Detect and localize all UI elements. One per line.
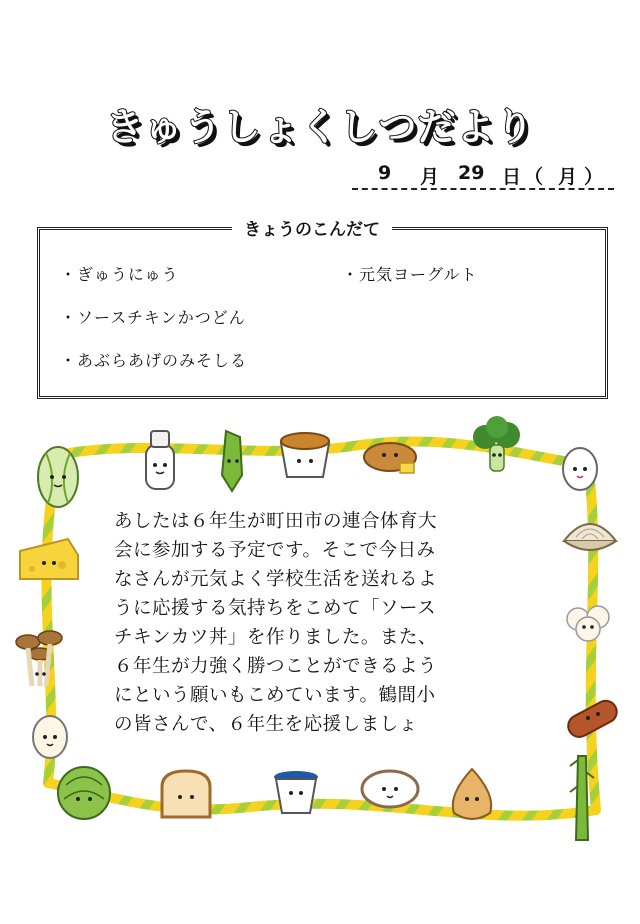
bread-roll-icon <box>364 443 416 473</box>
cabbage-icon <box>38 447 78 507</box>
okra-icon <box>222 431 242 491</box>
green-cabbage-icon <box>58 767 110 819</box>
message-line: ６年生が力強く勝つことができるよう <box>114 656 438 677</box>
boiled-egg-icon <box>33 716 67 758</box>
message-line: なさんが元気よく学校生活を送れるよ <box>114 569 438 590</box>
message-line: うに応援する気持ちをこめて「ソース <box>114 598 437 619</box>
menu-item: ・あぶらあげのみそしる <box>60 351 248 370</box>
rice-bowl-icon <box>362 771 418 807</box>
date-paren-open: （ <box>524 166 544 188</box>
date-line <box>352 162 614 190</box>
page-title: きゅうしょくしつだより <box>105 105 535 149</box>
date-paren-close: ） <box>584 166 604 188</box>
menu-heading: きょうのこんだて <box>232 215 392 240</box>
natto-icon <box>281 433 329 477</box>
egg-icon <box>563 448 597 490</box>
cauliflower-icon <box>567 606 609 641</box>
cheese-icon <box>20 539 78 579</box>
menu-item: ・ぎゅうにゅう <box>60 265 179 284</box>
message-line: にという願いもこめています。鶴間小 <box>114 685 436 706</box>
toast-icon <box>162 771 210 817</box>
menu-item: ・元気ヨーグルト <box>342 265 478 284</box>
menu-item: ・ソースチキンかつどん <box>60 308 246 327</box>
date-day: 29 <box>458 162 485 184</box>
yogurt-cup-icon <box>274 771 318 813</box>
message-line: の皆さんで、６年生を応援しましょ <box>114 714 418 735</box>
date-month-unit: 月 <box>420 166 440 188</box>
date-month: 9 <box>378 162 392 184</box>
onion-icon <box>453 769 491 819</box>
message-body <box>114 507 534 739</box>
message-line: 会に参加する予定です。そこで今日み <box>114 540 436 561</box>
date-day-unit: 日 <box>502 166 522 188</box>
clam-icon <box>564 524 616 550</box>
date-weekday: 月 <box>558 166 578 188</box>
message-line: チキンカツ丼」を作りました。また、 <box>114 627 437 648</box>
mushroom-icon <box>16 631 62 686</box>
broccoli-icon <box>473 416 520 471</box>
milk-bottle-icon <box>146 431 174 489</box>
message-line: あしたは６年生が町田市の連合体育大 <box>114 511 438 532</box>
